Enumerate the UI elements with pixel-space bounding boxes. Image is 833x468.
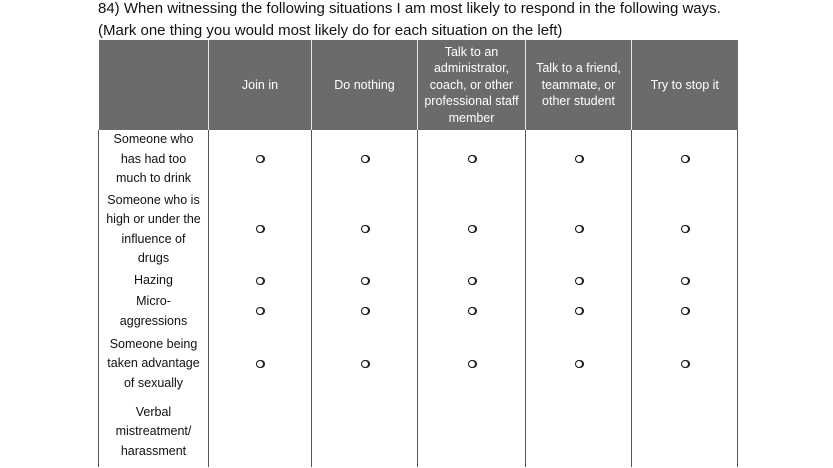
response-cell [632,397,738,467]
col-header-talk-to-peer: Talk to a friend, teammate, or other student [526,40,632,130]
radio-button[interactable] [575,225,583,233]
radio-button[interactable] [575,360,583,368]
response-cell [209,189,312,270]
radio-button[interactable] [361,155,369,163]
radio-button[interactable] [468,277,476,285]
situation-label: Someone being taken advantage of sexually [99,331,209,397]
situation-label: Hazing [99,270,209,292]
situation-label: Micro-aggressions [99,292,209,331]
radio-button[interactable] [361,225,369,233]
response-cell [312,331,418,397]
table-row [99,270,738,292]
radio-button[interactable] [256,277,264,285]
response-cell [418,130,526,189]
col-header-do-nothing: Do nothing [312,40,418,130]
question-text: 84) When witnessing the following situations I am most likely to respond in the following ways. (Mark one thing you would most likely do for each situation on the left) [98,0,721,39]
table-row [99,292,738,331]
radio-button[interactable] [468,360,476,368]
response-cell [312,189,418,270]
response-cell [526,397,632,467]
response-cell [632,292,738,331]
situation-label: Someone who has had too much to drink [99,130,209,189]
situation-label: Someone who is high or under the influence of drugs [99,189,209,270]
table-row [99,397,738,467]
response-cell [209,292,312,331]
response-cell [209,397,312,467]
radio-button[interactable] [468,155,476,163]
radio-button[interactable] [681,307,689,315]
radio-button[interactable] [468,307,476,315]
radio-button[interactable] [681,277,689,285]
col-header-try-to-stop: Try to stop it [632,40,738,130]
response-cell [312,270,418,292]
radio-button[interactable] [681,360,689,368]
response-matrix [98,40,738,467]
response-cell [526,130,632,189]
response-cell [526,270,632,292]
header-row [99,40,738,130]
col-header-talk-to-staff: Talk to an administrator, coach, or other professional staff member [418,40,526,130]
radio-button[interactable] [361,360,369,368]
col-header-join-in: Join in [209,40,312,130]
response-cell [209,130,312,189]
response-cell [418,292,526,331]
radio-button[interactable] [681,155,689,163]
response-cell [632,331,738,397]
response-cell [312,130,418,189]
radio-button[interactable] [256,307,264,315]
table-row [99,331,738,397]
row-label-header [99,40,209,130]
response-cell [418,270,526,292]
response-cell [632,270,738,292]
response-cell [632,130,738,189]
response-cell [632,189,738,270]
radio-button[interactable] [575,307,583,315]
response-cell [312,397,418,467]
response-cell [418,331,526,397]
response-cell [209,270,312,292]
radio-button[interactable] [681,225,689,233]
radio-button[interactable] [468,225,476,233]
table-row [99,130,738,189]
response-cell [418,189,526,270]
situation-label: Verbal mistreatment/ harassment [99,397,209,467]
response-cell [312,292,418,331]
radio-button[interactable] [256,155,264,163]
response-cell [526,189,632,270]
radio-button[interactable] [575,277,583,285]
radio-button[interactable] [256,225,264,233]
table-row [99,189,738,270]
response-cell [209,331,312,397]
response-cell [418,397,526,467]
radio-button[interactable] [575,155,583,163]
radio-button[interactable] [361,277,369,285]
response-cell [526,292,632,331]
radio-button[interactable] [256,360,264,368]
radio-button[interactable] [361,307,369,315]
response-cell [526,331,632,397]
